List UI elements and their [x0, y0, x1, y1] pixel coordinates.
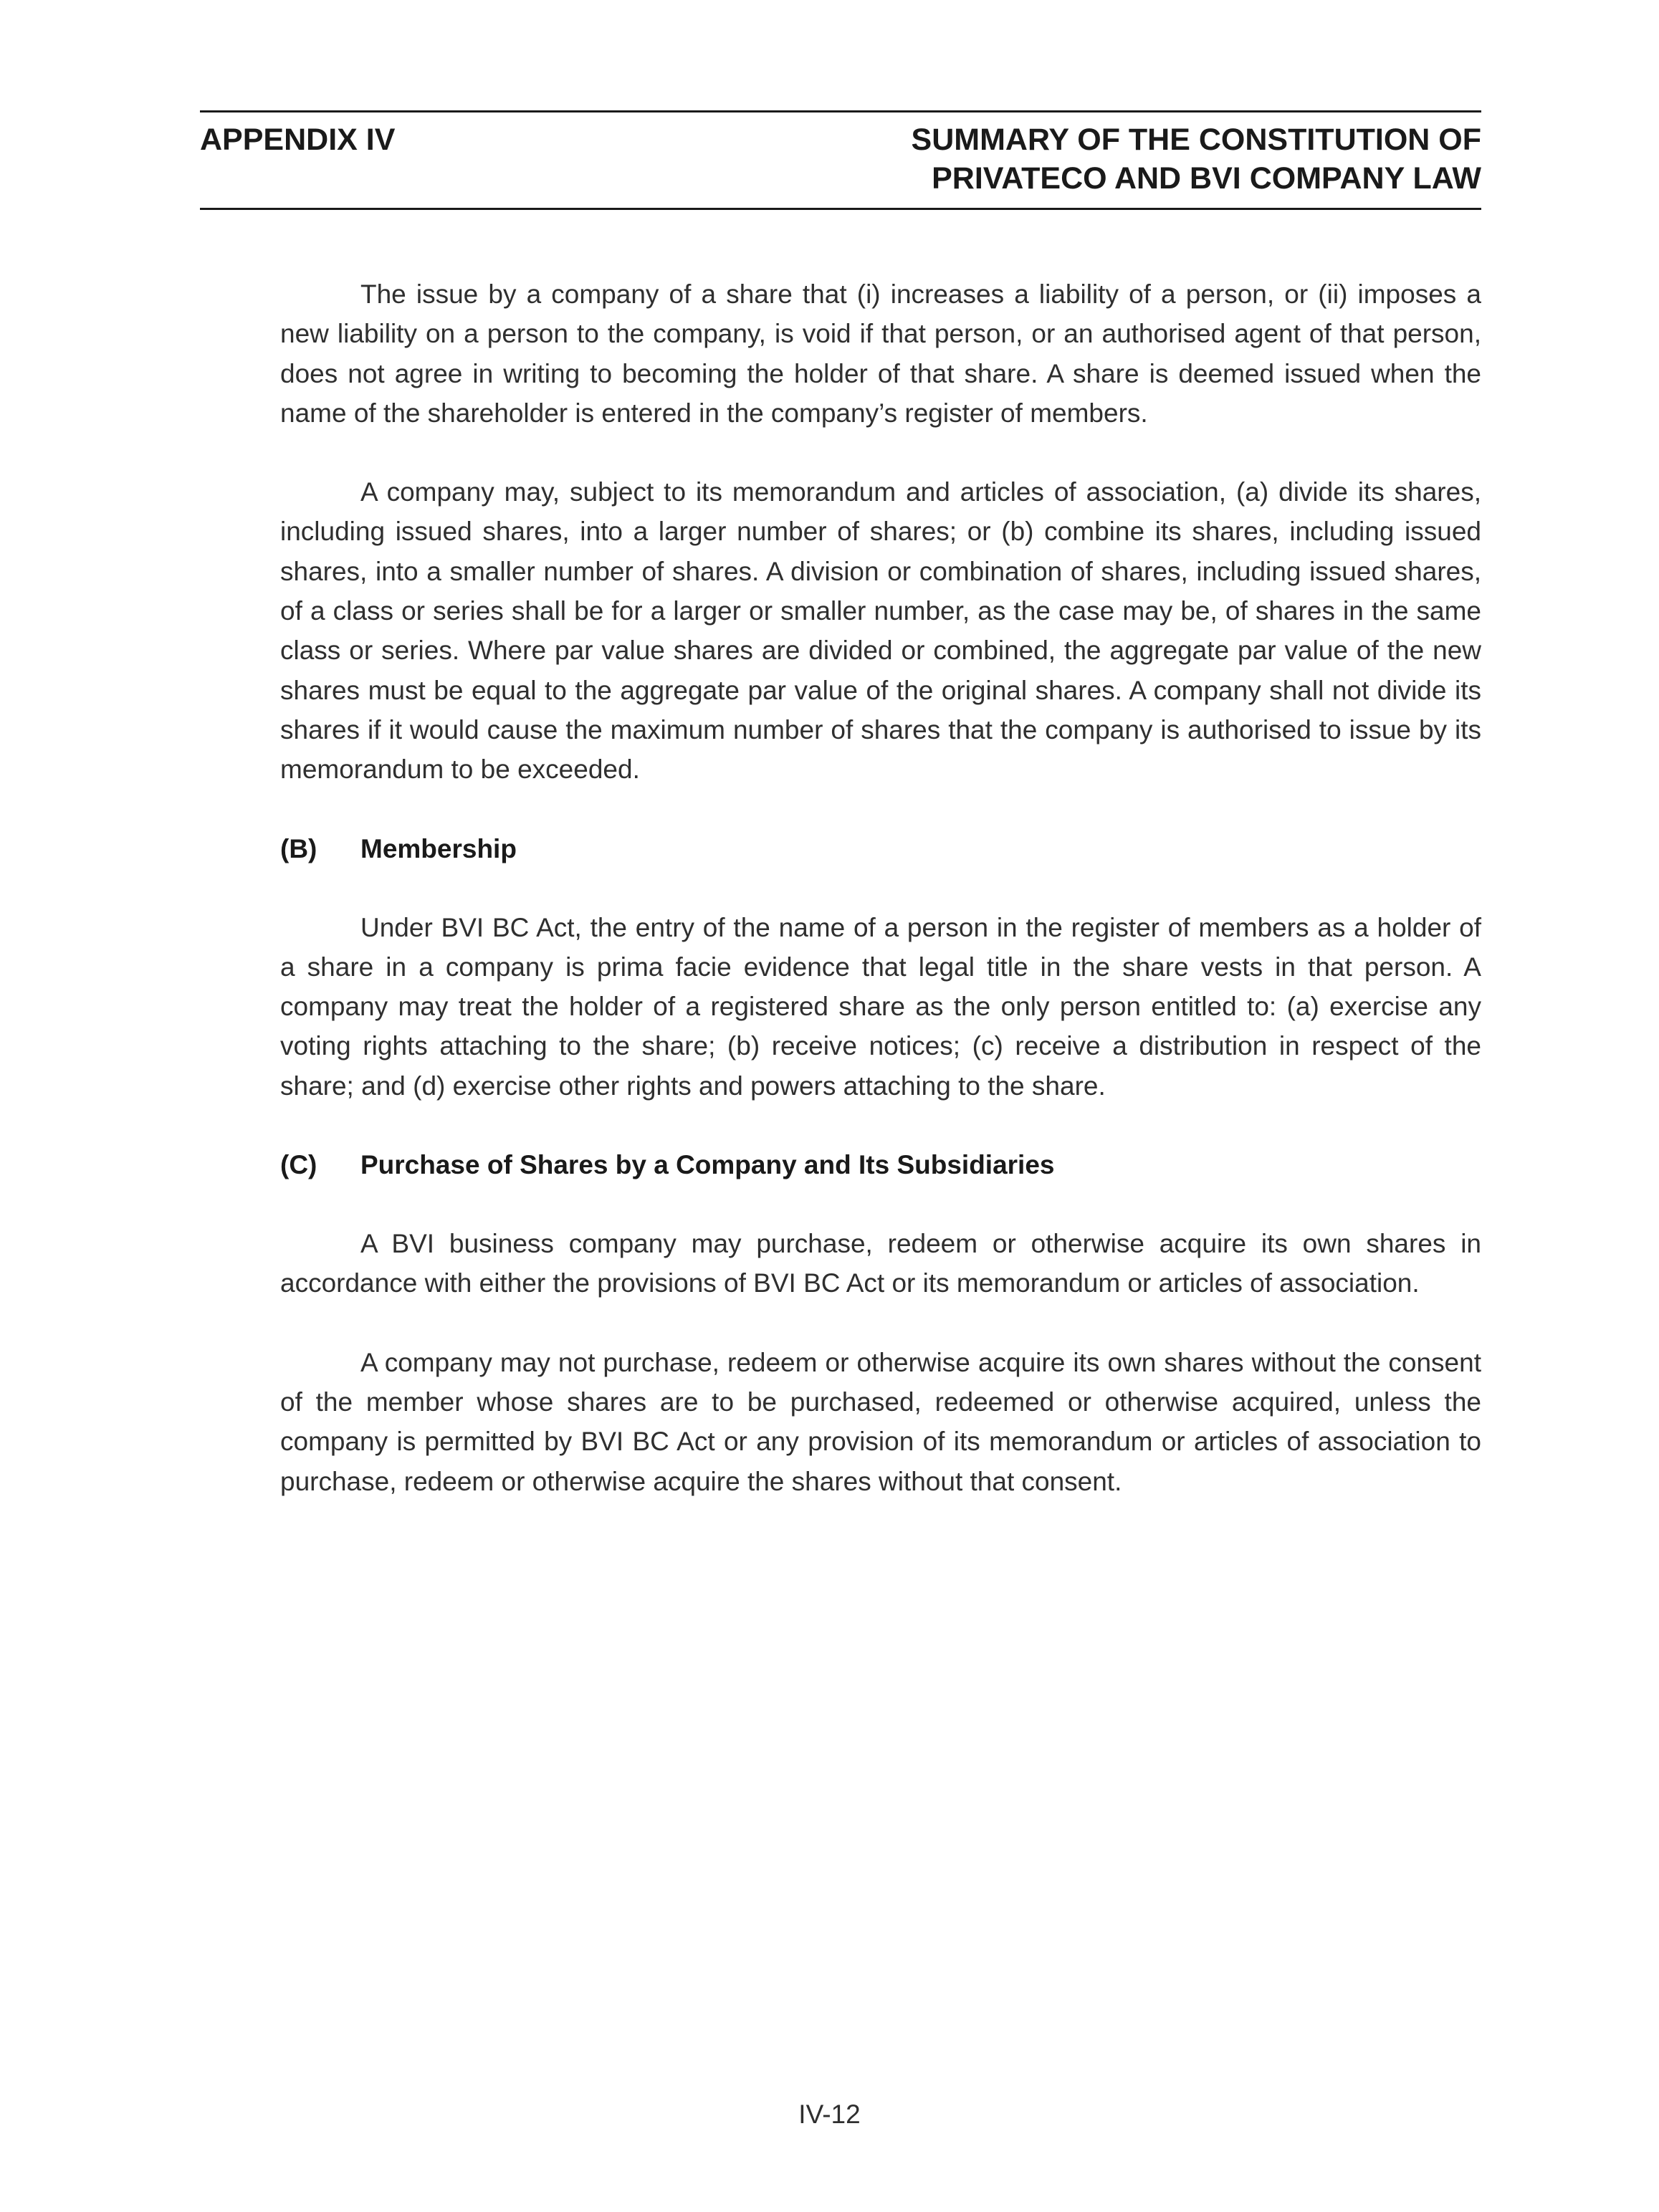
page-title [912, 120, 1481, 198]
paragraph: The issue by a company of a share that (i) increases a liability of a person, or (ii) imposes a new liability on a person to the company, is void if that person, or an authorised agent of that person, does not agree in writing to becoming the holder of that share. A share is deemed issued when the name of the shareholder is entered in the company’s register of members. [280, 279, 1481, 428]
section-heading-membership [280, 829, 1481, 868]
paragraph: Under BVI BC Act, the entry of the name of a person in the register of members as a holder of a share in a company is prima facie evidence that legal title in the share vests in that person. A company may treat the holder of a registered share as the only person entitled to: (a) exercise any voting rights attaching to the share; (b) receive notices; (c) receive a distribution in respect of the share; and (d) exercise other rights and powers attaching to the share. [280, 912, 1481, 1101]
paragraph: A BVI business company may purchase, redeem or otherwise acquire its own shares in accordance with either the provisions of BVI BC Act or its memorandum or articles of association. [280, 1229, 1481, 1298]
page-title-line-2: PRIVATECO AND BVI COMPANY LAW [932, 161, 1481, 196]
section-number: (B) [280, 833, 317, 863]
page-title-line-1: SUMMARY OF THE CONSTITUTION OF [911, 123, 1481, 157]
document-body [280, 274, 1481, 1541]
appendix-label: APPENDIX IV [200, 123, 396, 157]
page-number: IV-12 [798, 2100, 861, 2129]
section-heading-purchase-of-shares [280, 1145, 1481, 1184]
section-number: (C) [280, 1150, 317, 1180]
paragraph: A company may not purchase, redeem or otherwise acquire its own shares without the consent of the member whose shares are to be purchased, redeemed or otherwise acquired, unless the company is permitted by BVI BC Act or any provision of its memorandum or articles of association to purchase, redeem or otherwise acquire the shares without that consent. [280, 1347, 1481, 1496]
header-bottom-rule [200, 208, 1481, 210]
header-top-rule [200, 110, 1481, 112]
section-title: Purchase of Shares by a Company and Its Subsidiaries [360, 1150, 1055, 1180]
section-title: Membership [360, 833, 517, 863]
paragraph: A company may, subject to its memorandum and articles of association, (a) divide its shares, including issued shares, into a larger number of shares; or (b) combine its shares, including issued shares, into a smaller number of shares. A division or combination of shares, including issued shares, of a class or series shall be for a larger or smaller number, as the case may be, of shares in the same class or series. Where par value shares are divided or combined, the aggregate par value of the new shares must be equal to the aggregate par value of the original shares. A company shall not divide its shares if it would cause the maximum number of shares that the company is authorised to issue by its memorandum to be exceeded. [280, 477, 1481, 785]
